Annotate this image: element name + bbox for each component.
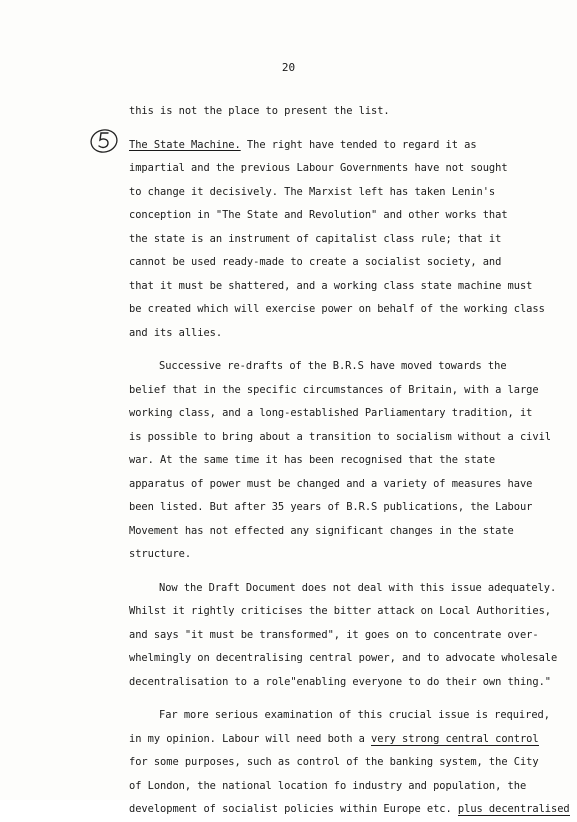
handwritten-underline-text: very strong central control (371, 732, 539, 745)
text-line: conception in "The State and Revolution" and other works that (129, 209, 508, 221)
handwritten-underline-text: plus decentralised (457, 803, 570, 815)
text-line: be created which will exercise power on behalf of the working class (129, 303, 545, 315)
text-line: for some purposes, such as control of the banking system, the City (129, 756, 539, 768)
text-line: war. At the same time it has been recognised that the state (129, 454, 496, 466)
text-line (129, 728, 569, 752)
text-line: impartial and the previous Labour Governments have not sought (129, 162, 508, 174)
text-line: Whilst it rightly criticises the bitter attack on Local Authorities, (129, 605, 551, 617)
text-line: this is not the place to present the list. (129, 105, 390, 117)
text-line: is possible to bring about a transition to socialism without a civil (129, 430, 551, 443)
text-line: cannot be used ready-made to create a socialist society, and (129, 256, 502, 268)
text-line: Far more serious examination of this crucial issue is required, (159, 709, 550, 721)
text-fragment: development of socialist policies within Europe etc. (129, 803, 458, 815)
text-line: been listed. But after 35 years of B.R.S publications, the Labour (129, 501, 533, 513)
text-line: of London, the national location fo industry and population, the (129, 779, 527, 792)
text-line: Now the Draft Document does not deal with this issue adequately. (159, 581, 557, 594)
text-line: Successive re-drafts of the B.R.S have moved towards the (159, 360, 507, 372)
text-line: Movement has not effected any significant changes in the state (129, 524, 514, 537)
text-line: decentralisation to a role"enabling everyone to do their own thing." (129, 675, 551, 688)
text-line: whelmingly on decentralising central power, and to advocate wholesale (129, 652, 558, 664)
page-number: 20 (281, 61, 296, 74)
section-heading: The State Machine. (129, 138, 241, 151)
text-line: and says "it must be transformed", it goes on to concentrate over- (129, 628, 539, 641)
text-fragment: The right have tended to regard it as (240, 138, 477, 151)
handwritten-circled-number-icon (88, 126, 120, 156)
text-line (129, 798, 569, 822)
text-line: to change it decisively. The Marxist left has taken Lenin's (129, 185, 496, 198)
text-line: that it must be shattered, and a working class state machine must (129, 279, 533, 292)
text-line: belief that in the specific circumstances of Britain, with a large (129, 383, 539, 396)
text-line: structure. (129, 548, 192, 560)
text-line: apparatus of power must be changed and a variety of measures have (129, 477, 533, 490)
document-body (129, 100, 569, 822)
text-fragment: in my opinion. Labour will need both a (129, 732, 372, 745)
text-line: and its allies. (129, 326, 223, 339)
text-line: the state is an instrument of capitalist class rule; that it (129, 232, 502, 245)
text-line (129, 134, 569, 158)
text-line: working class, and a long-established Parliamentary tradition, it (129, 407, 533, 419)
